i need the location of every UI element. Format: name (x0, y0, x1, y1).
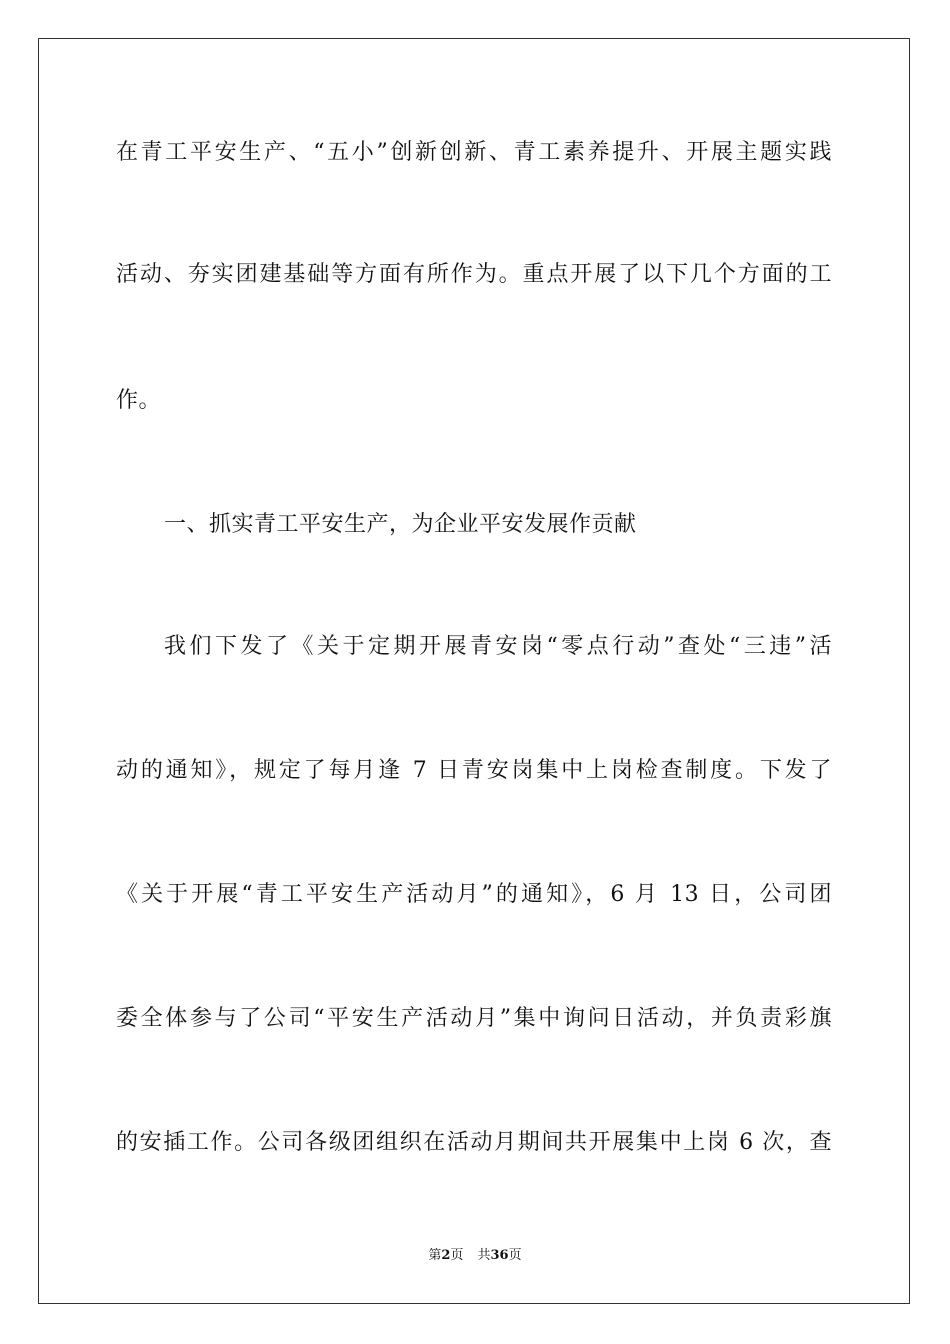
body-line-6: 动的通知》，规定了每月逢 7 日青安岗集中上岗检查制度。下发了 (116, 758, 832, 783)
footer-page-prefix: 第 (428, 1248, 442, 1263)
page-footer (0, 1247, 950, 1265)
page-border (38, 38, 910, 1304)
body-line-5: 我们下发了《关于定期开展青安岗“零点行动”查处“三违”活 (164, 634, 832, 659)
footer-page-number: 2 (441, 1248, 451, 1263)
body-line-8: 委全体参与了公司“平安生产活动月”集中询问日活动，并负责彩旗 (116, 1006, 832, 1031)
footer-total-prefix: 共 (477, 1248, 491, 1263)
footer-total-suffix: 页 (508, 1248, 522, 1263)
footer-total-pages: 36 (490, 1248, 509, 1263)
body-line-7: 《关于开展“青工平安生产活动月”的通知》，6 月 13 日，公司团 (116, 882, 832, 907)
body-line-1: 在青工平安生产、“五小”创新创新、青工素养提升、开展主题实践 (116, 140, 832, 165)
footer-page-suffix: 页 (450, 1248, 464, 1263)
body-line-3: 作。 (116, 388, 162, 413)
body-line-9: 的安插工作。公司各级团组织在活动月期间共开展集中上岗 6 次，查 (116, 1130, 832, 1155)
body-line-2: 活动、夯实团建基础等方面有所作为。重点开展了以下几个方面的工 (116, 262, 832, 287)
section-heading: 一、抓实青工平安生产，为企业平安发展作贡献 (164, 512, 637, 537)
